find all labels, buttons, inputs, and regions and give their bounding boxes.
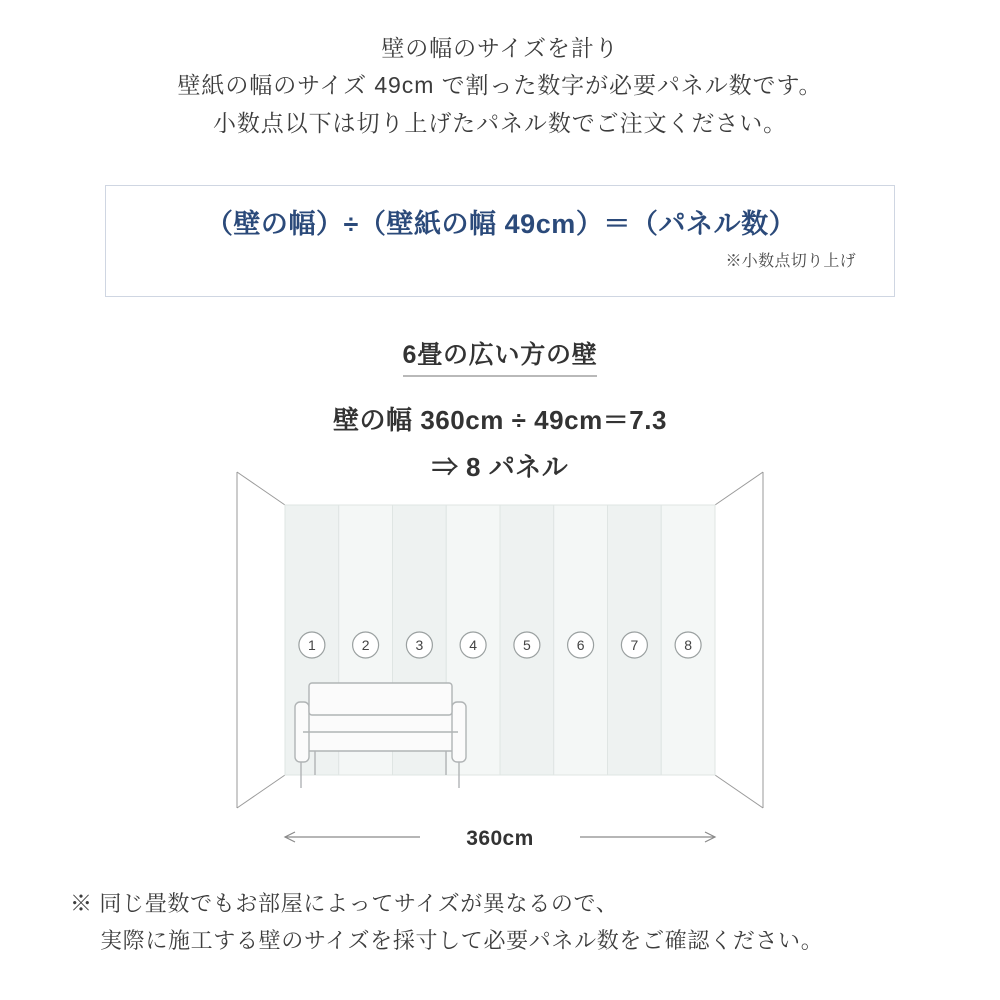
calc-line-2: ⇒ 8 パネル xyxy=(431,452,569,482)
svg-text:6: 6 xyxy=(576,637,585,653)
dimension-label: 360cm xyxy=(466,827,534,850)
footnote-block xyxy=(70,885,970,960)
svg-text:8: 8 xyxy=(684,637,692,653)
svg-text:2: 2 xyxy=(361,637,370,653)
footnote-line-2: 実際に施工する壁のサイズを採寸して必要パネル数をご確認ください。 xyxy=(100,928,824,954)
intro-text-block xyxy=(0,30,1000,142)
formula-note: ※小数点切り上げ xyxy=(725,253,856,270)
intro-line-2: 壁紙の幅のサイズ 49cm で割った数字が必要パネル数です。 xyxy=(177,72,823,99)
intro-line-1: 壁の幅のサイズを計り xyxy=(381,35,619,61)
svg-text:4: 4 xyxy=(469,637,477,653)
section-heading-label: 6畳の広い方の壁 xyxy=(403,341,598,377)
svg-text:7: 7 xyxy=(630,637,639,653)
footnote-line-1: ※ 同じ畳数でもお部屋によってサイズが異なるので、 xyxy=(70,891,619,916)
svg-text:1: 1 xyxy=(308,637,316,653)
room-illustration xyxy=(215,470,785,870)
formula-text: （壁の幅）÷（壁紙の幅 49cm）＝（パネル数） xyxy=(205,209,797,239)
section-heading xyxy=(0,335,1000,371)
calc-line-1: 壁の幅 360cm ÷ 49cm＝7.3 xyxy=(333,405,667,435)
formula-box xyxy=(105,185,895,297)
svg-text:5: 5 xyxy=(523,637,531,653)
svg-text:3: 3 xyxy=(415,637,424,653)
intro-line-3: 小数点以下は切り上げたパネル数でご注文ください。 xyxy=(212,109,788,136)
